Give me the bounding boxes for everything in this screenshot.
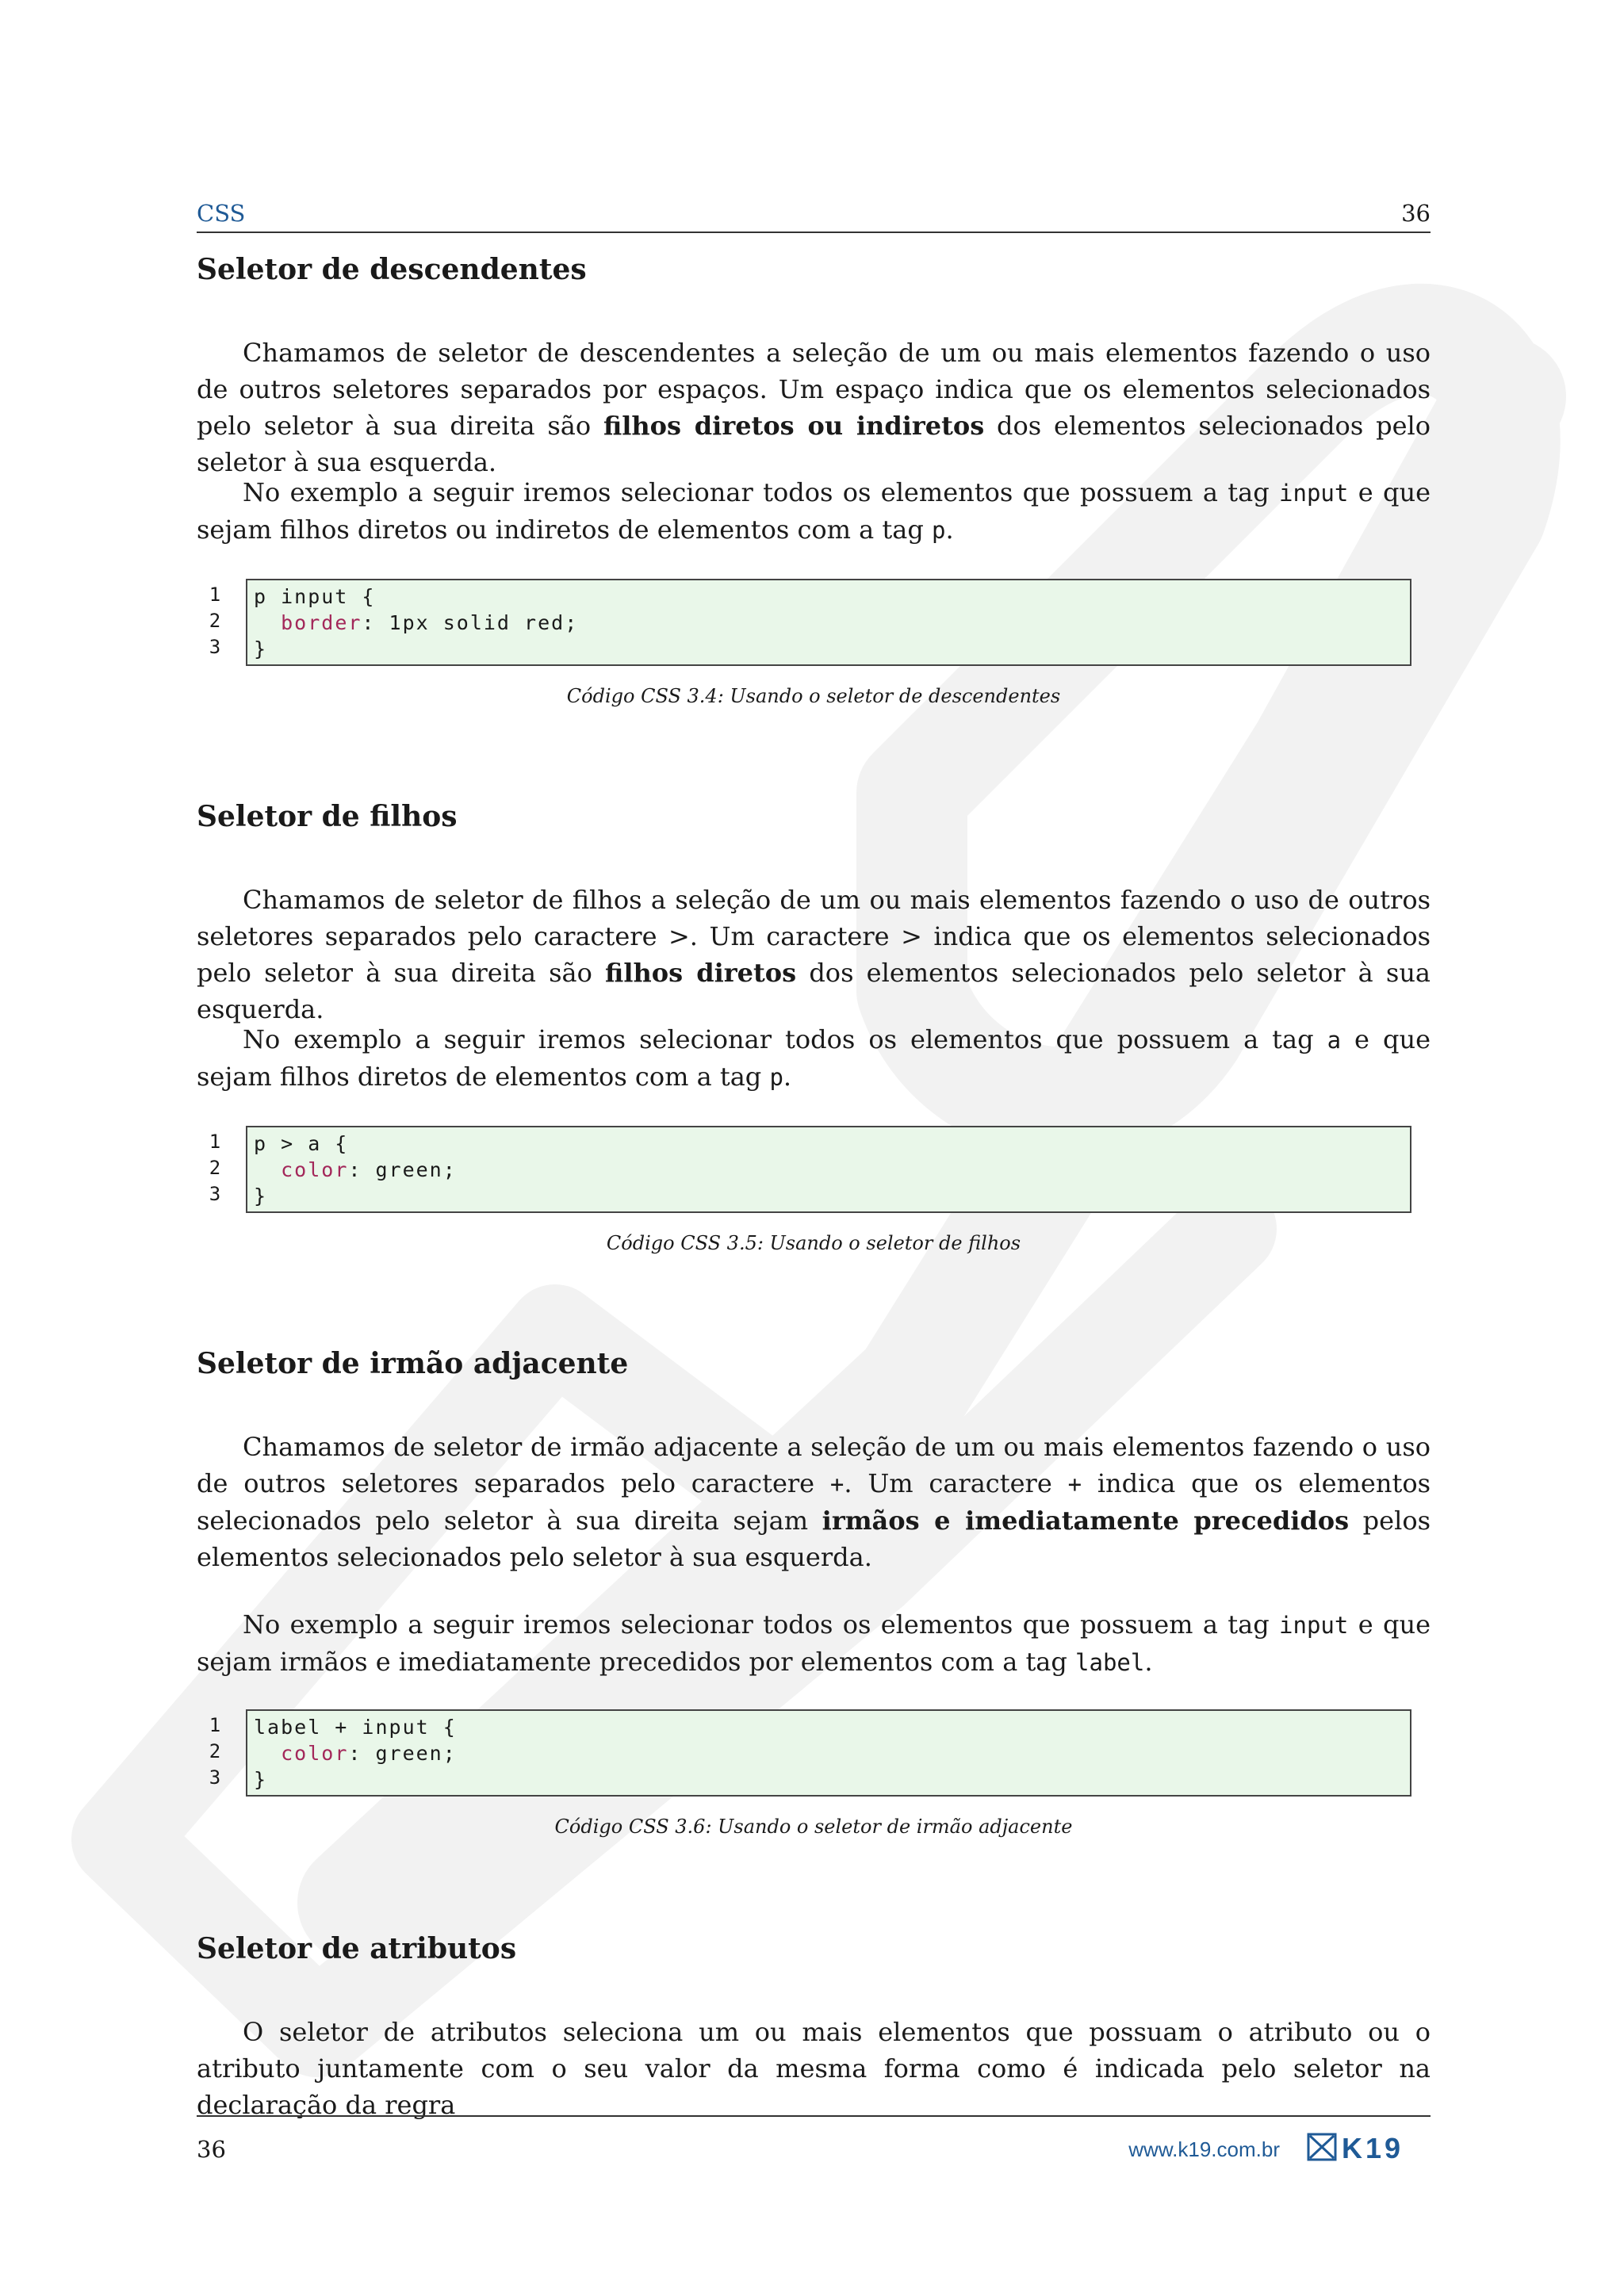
section-heading: Seletor de descendentes — [197, 253, 587, 286]
inline-code: label — [1075, 1649, 1145, 1676]
section-heading: Seletor de irmão adjacente — [197, 1347, 629, 1380]
section-descendentes — [197, 252, 1431, 287]
bold-text: filhos diretos — [605, 958, 797, 988]
paragraph: No exemplo a seguir iremos selecionar todos os elementos que possuem a tag input e que sejam filhos diretos ou indiretos de elementos com a tag p. — [197, 477, 1431, 545]
section-irmao-adjacente — [197, 1346, 1431, 1381]
paragraph: Chamamos de seletor de descendentes a seleção de um ou mais elementos fazendo o uso de outros seletores separados por espaços. Um espaço indica que os elementos selecionados pelo seletor à sua direita são filhos diretos ou indiretos dos elementos selecionados pelo seletor à sua esquerda. — [197, 338, 1431, 477]
code-caption: Código CSS 3.5: Usando o seletor de filhos — [606, 1232, 1021, 1254]
inline-code: p — [932, 517, 946, 544]
inline-code: + — [829, 1471, 845, 1498]
footer — [197, 2115, 1431, 2164]
code-listing: p > a { color: green; } — [246, 1126, 1411, 1213]
code-line-numbers: 1 2 3 — [209, 1714, 221, 1789]
running-header — [197, 197, 1431, 233]
paragraph: O seletor de atributos seleciona um ou mais elementos que possuam o atributo ou o atributo juntamente com o seu valor da mesma forma como é indicada pelo seletor na declaração da regra — [197, 2017, 1431, 2120]
section-filhos — [197, 799, 1431, 834]
bold-text: irmãos e imediatamente precedidos — [822, 1506, 1350, 1536]
header-section-title: CSS — [197, 200, 246, 227]
code-listing: label + input { color: green; } — [246, 1709, 1411, 1797]
page — [197, 0, 1431, 2296]
paragraph: Chamamos de seletor de filhos a seleção de um ou mais elementos fazendo o uso de outros seletores separados pelo caractere >. Um caractere > indica que os elementos selecionados pelo seletor à sua direita são filhos diretos dos elementos selecionados pelo seletor à sua esquerda. — [197, 885, 1431, 1024]
code-caption: Código CSS 3.6: Usando o seletor de irmão adjacente — [554, 1816, 1073, 1838]
inline-code: + — [1067, 1471, 1082, 1498]
header-page-number: 36 — [1401, 200, 1431, 227]
code-listing: p input { border: 1px solid red; } — [246, 579, 1411, 666]
inline-code: input — [1279, 480, 1349, 507]
inline-code: p — [769, 1064, 783, 1091]
logo-text: K19 — [1342, 2132, 1404, 2163]
inline-code: a — [1327, 1027, 1342, 1054]
k19-logo — [1307, 2131, 1431, 2163]
paragraph: No exemplo a seguir iremos selecionar todos os elementos que possuem a tag input e que sejam irmãos e imediatamente precedidos por elementos com a tag label. — [197, 1609, 1431, 1677]
code-line-numbers: 1 2 3 — [209, 1131, 221, 1205]
paragraph: Chamamos de seletor de irmão adjacente a seleção de um ou mais elementos fazendo o uso de outros seletores separados pelo caractere +. Um caractere + indica que os elementos selecionados pelo seletor à sua direita sejam irmãos e imediatamente precedidos pelos elementos selecionados pelo seletor à sua esquerda. — [197, 1432, 1431, 1572]
footer-page-number: 36 — [197, 2136, 226, 2163]
paragraph: No exemplo a seguir iremos selecionar todos os elementos que possuem a tag a e que sejam filhos diretos de elementos com a tag p. — [197, 1024, 1431, 1092]
footer-site-link[interactable]: www.k19.com.br — [1128, 2137, 1280, 2161]
code-line-numbers: 1 2 3 — [209, 584, 221, 658]
section-heading: Seletor de filhos — [197, 800, 458, 833]
code-caption: Código CSS 3.4: Usando o seletor de descendentes — [566, 685, 1061, 707]
section-heading: Seletor de atributos — [197, 1932, 517, 1965]
inline-code: input — [1279, 1612, 1349, 1639]
bold-text: filhos diretos ou indiretos — [603, 411, 985, 441]
section-atributos — [197, 1931, 1431, 1966]
